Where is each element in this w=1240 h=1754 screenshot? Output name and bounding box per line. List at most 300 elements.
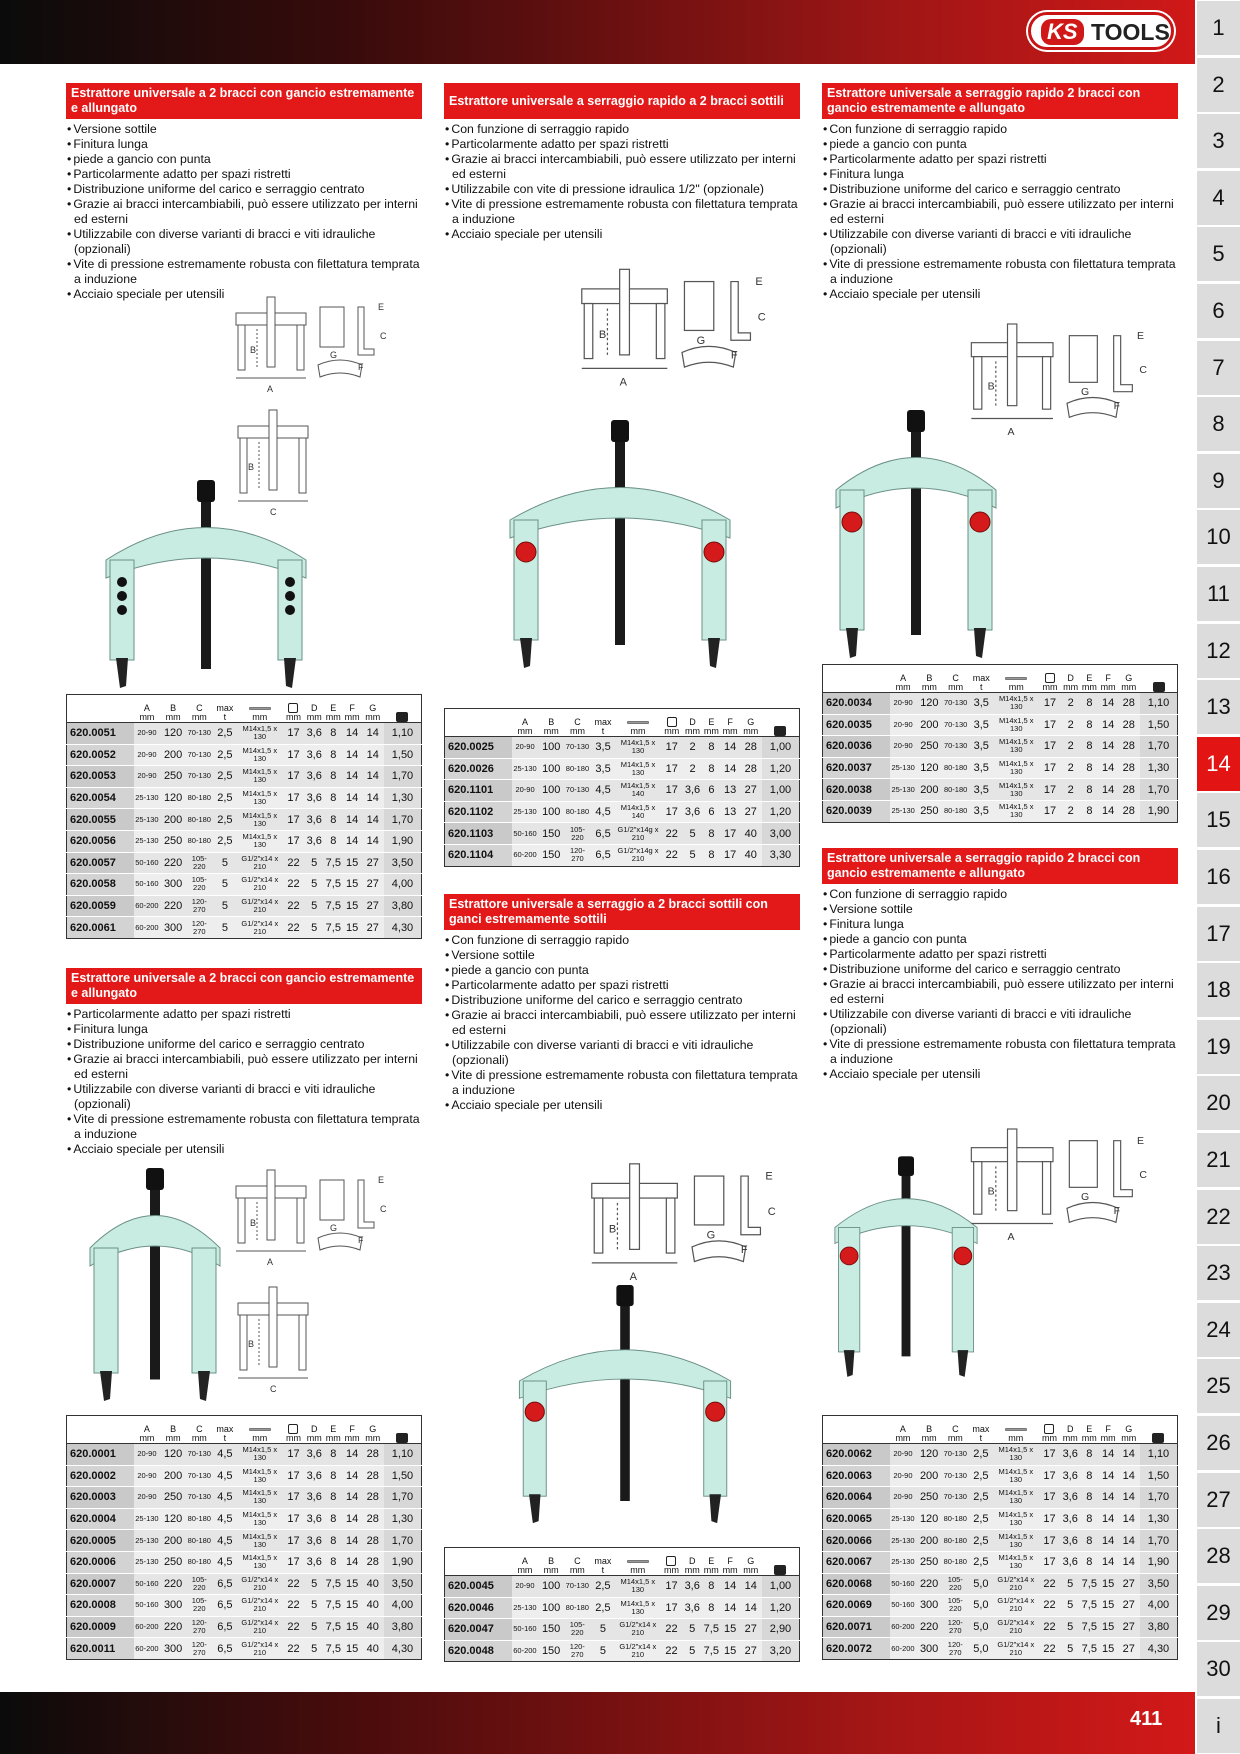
cell: 1,30 (384, 787, 422, 809)
chapter-tab-25[interactable]: 25 (1197, 1359, 1240, 1413)
cell: 3,30 (762, 844, 800, 866)
header-col (969, 665, 994, 693)
cell: M14x1,5 x 130 (237, 1487, 282, 1509)
table-row (823, 1508, 1178, 1530)
feature-item: • Distribuzione uniforme del carico e serraggio centrato (66, 182, 422, 197)
cell: M14x1,5 x 130 (994, 779, 1039, 801)
cell: 14 (721, 1597, 740, 1619)
cell: 3,6 (683, 780, 702, 802)
cell: M14x1,5 x 130 (993, 1508, 1038, 1530)
spindle-head (146, 1168, 164, 1190)
cell: 70-130 (564, 737, 590, 759)
cell: 28 (362, 1444, 384, 1466)
article-number: 620.0045 (445, 1576, 512, 1598)
cell: 22 (1038, 1573, 1060, 1595)
cell: 17 (1038, 1465, 1060, 1487)
chapter-tab-19[interactable]: 19 (1197, 1020, 1240, 1074)
cell: 14 (1118, 1487, 1140, 1509)
cell: 105-220 (186, 852, 212, 874)
cell: 1,00 (762, 737, 800, 759)
cell: 2 (1061, 757, 1080, 779)
cell: 1,10 (1140, 1444, 1178, 1466)
cell: 22 (1038, 1638, 1060, 1660)
header-col (538, 1548, 564, 1576)
quick-release-knob (970, 512, 990, 532)
cell: 5 (305, 895, 324, 917)
cell: 5,0 (968, 1573, 993, 1595)
header-col (702, 709, 721, 737)
cell: 15 (343, 852, 362, 874)
header-label: F mm (1100, 673, 1116, 692)
cell: 7,5 (324, 874, 343, 896)
feature-item: • Acciaio speciale per utensili (66, 287, 422, 302)
cell: 15 (1099, 1638, 1118, 1660)
article-number: 620.0067 (823, 1551, 890, 1573)
cell: 1,90 (384, 830, 422, 852)
cell: 15 (343, 1595, 362, 1617)
header-label: mm (630, 1565, 646, 1575)
chapter-tab-27[interactable]: 27 (1197, 1473, 1240, 1527)
table-row (67, 1551, 422, 1573)
jaw-depth-icon (282, 695, 304, 723)
cell: 28 (362, 1465, 384, 1487)
cell: 2,5 (968, 1487, 993, 1509)
arm-outline (240, 438, 247, 493)
feature-item: • Vite di pressione estremamente robusta con filettatura temprata a induzione (822, 1037, 1178, 1067)
left-hook (844, 1350, 855, 1377)
cell: 8 (1080, 1465, 1099, 1487)
table-row (67, 917, 422, 939)
dimension-label: E (765, 1170, 773, 1183)
spindle-outline (620, 269, 630, 355)
cell: 14 (740, 1597, 762, 1619)
spindle-shaft (615, 420, 625, 645)
header-col (343, 1416, 362, 1444)
cell: 8 (1080, 779, 1099, 801)
cell: 14 (1099, 1530, 1118, 1552)
table-row (823, 1530, 1178, 1552)
jaw-profile (1069, 1141, 1097, 1188)
spindle-shaft (902, 1156, 911, 1356)
cell: 100 (538, 1576, 564, 1598)
cell: 80-180 (186, 830, 212, 852)
table-header (445, 709, 800, 737)
chapter-tab-23[interactable]: 23 (1197, 1246, 1240, 1300)
cell: 20-90 (512, 780, 538, 802)
header-label: E mm (1081, 673, 1097, 692)
header-col (1061, 1416, 1080, 1444)
cell: 25-130 (134, 1530, 160, 1552)
hook-profile (358, 1180, 374, 1228)
article-number: 620.0039 (823, 800, 891, 822)
cell: 8 (702, 1576, 721, 1598)
cell: 120-270 (186, 917, 212, 939)
cell: 14 (721, 1576, 740, 1598)
arm-outline (666, 1198, 675, 1253)
arm-hole (117, 591, 127, 601)
feature-item: • Finitura lunga (66, 1022, 422, 1037)
header-col (916, 1416, 942, 1444)
feature-item: • Distribuzione uniforme del carico e serraggio centrato (444, 993, 800, 1008)
cell: 6,5 (212, 1595, 237, 1617)
cell: 1,90 (384, 1551, 422, 1573)
cell: 8 (324, 1444, 343, 1466)
cell: 28 (362, 1530, 384, 1552)
hook-profile (731, 282, 751, 341)
section-6 (822, 848, 1178, 1082)
chapter-tab-14[interactable]: 14 (1197, 737, 1240, 791)
cell: 50-160 (134, 874, 160, 896)
header-label: mm (1008, 682, 1024, 692)
chapter-tab-24[interactable]: 24 (1197, 1303, 1240, 1357)
cell: 17 (282, 766, 304, 788)
cell: 14 (1099, 1551, 1118, 1573)
chapter-tab-2[interactable]: 2 (1197, 58, 1240, 112)
feature-item: • Utilizzabile con diverse varianti di bracci e viti idrauliche (opzionali) (822, 227, 1178, 257)
cell: 8 (324, 1487, 343, 1509)
cell: 105-220 (942, 1595, 968, 1617)
cell: 3,6 (305, 787, 324, 809)
table-row (445, 1576, 800, 1598)
cell: 100 (538, 801, 564, 823)
dimension-label: G (330, 1223, 338, 1233)
header-label: A mm (517, 717, 533, 736)
chapter-tab-16[interactable]: 16 (1197, 850, 1240, 904)
spindle-outline (630, 1164, 640, 1250)
feature-item: • Particolarmente adatto per spazi ristretti (444, 137, 800, 152)
cell: 14 (343, 1530, 362, 1552)
cell: 20-90 (134, 744, 160, 766)
cell: 14 (343, 809, 362, 831)
jaw-arc (318, 360, 362, 377)
weight-kg-icon (1140, 1416, 1178, 1444)
article-number: 620.0006 (67, 1551, 134, 1573)
cell: 2,5 (212, 809, 237, 831)
cell: 3,6 (683, 1597, 702, 1619)
table-row (445, 844, 800, 866)
chapter-tab-18[interactable]: 18 (1197, 963, 1240, 1017)
chapter-tab-22[interactable]: 22 (1197, 1190, 1240, 1244)
cell: M14x1,5 x 130 (237, 744, 282, 766)
cell: 5 (1061, 1616, 1080, 1638)
section-2 (444, 83, 800, 242)
header-label: max t (972, 1424, 990, 1443)
table-row (445, 758, 800, 780)
article-number: 620.0005 (67, 1530, 134, 1552)
cell: 120 (916, 757, 942, 779)
cell: 17 (1039, 693, 1062, 715)
header-article (823, 665, 891, 693)
cell: 60-200 (512, 844, 538, 866)
chapter-tab-29[interactable]: 29 (1197, 1586, 1240, 1640)
feature-item: • Grazie ai bracci intercambiabili, può essere utilizzato per interni ed esterni (66, 197, 422, 227)
feature-list (822, 887, 1178, 1082)
feature-item: • Particolarmente adatto per spazi ristretti (444, 978, 800, 993)
dimension-label: C (380, 1204, 387, 1214)
chapter-tab-i[interactable]: i (1197, 1699, 1240, 1753)
cell: 14 (1099, 1508, 1118, 1530)
header-label: mm (285, 1433, 301, 1443)
article-number: 620.0061 (67, 917, 134, 939)
cell: 80-180 (942, 1530, 968, 1552)
header-col (324, 1416, 343, 1444)
cell: 80-180 (564, 801, 590, 823)
header-label: F mm (1100, 1424, 1116, 1443)
cell: 20-90 (134, 766, 160, 788)
cell: G1/2"x14 x 210 (993, 1638, 1038, 1660)
header-label: mm (1008, 1433, 1024, 1443)
cell: 2 (683, 737, 702, 759)
feature-item: • Con funzione di serraggio rapido (444, 122, 800, 137)
cell: 27 (362, 874, 384, 896)
cell: 1,70 (384, 809, 422, 831)
dimension-label: E (1137, 330, 1145, 343)
header-label: E mm (703, 717, 719, 736)
chapter-tab-13[interactable]: 13 (1197, 680, 1240, 734)
cell: 4,00 (1140, 1595, 1178, 1617)
cell: 70-130 (564, 780, 590, 802)
article-number: 620.1102 (445, 801, 512, 823)
cell: 4,30 (1140, 1638, 1178, 1660)
spindle-outline (267, 297, 275, 367)
article-number: 620.0057 (67, 852, 134, 874)
cell: 220 (160, 1573, 186, 1595)
cell: 20-90 (890, 1487, 916, 1509)
cell: 28 (1118, 757, 1141, 779)
feature-item: • Versione sottile (66, 122, 422, 137)
cell: 25-130 (890, 1530, 916, 1552)
cell: 8 (324, 1551, 343, 1573)
table-row (67, 874, 422, 896)
cell: 40 (362, 1616, 384, 1638)
top-banner (0, 0, 1195, 64)
cell: 2,90 (762, 1619, 800, 1641)
header-col (564, 709, 590, 737)
right-hook (709, 1494, 721, 1523)
cell: 17 (282, 744, 304, 766)
header-col (160, 1416, 186, 1444)
arm-hole (117, 605, 127, 615)
cell: 7,5 (1080, 1595, 1099, 1617)
chapter-tab-28[interactable]: 28 (1197, 1529, 1240, 1583)
cell: 4,5 (212, 1487, 237, 1509)
cell: 50-160 (134, 1573, 160, 1595)
chapter-tab-3[interactable]: 3 (1197, 114, 1240, 168)
header-col (1118, 665, 1141, 693)
cell: 14 (343, 1444, 362, 1466)
header-label: E mm (325, 703, 341, 722)
article-number: 620.0046 (445, 1597, 512, 1619)
chapter-tab-21[interactable]: 21 (1197, 1133, 1240, 1187)
chapter-tab-17[interactable]: 17 (1197, 907, 1240, 961)
cell: 1,90 (1140, 1551, 1178, 1573)
dimension-label: A (267, 384, 274, 394)
hook-profile (358, 307, 374, 355)
cell: 28 (1118, 714, 1141, 736)
cell: 70-130 (186, 723, 212, 745)
chapter-tab-30[interactable]: 30 (1197, 1642, 1240, 1696)
cell: 50-160 (512, 1619, 538, 1641)
chapter-tab-26[interactable]: 26 (1197, 1416, 1240, 1470)
hook-profile (1114, 336, 1133, 392)
cell: 4,5 (212, 1465, 237, 1487)
dimension-label: F (1113, 1205, 1121, 1218)
cell: 3,80 (384, 895, 422, 917)
chapter-tab-11[interactable]: 11 (1197, 567, 1240, 621)
cell: 1,30 (384, 1508, 422, 1530)
cell: 20-90 (134, 1465, 160, 1487)
table-row (445, 1640, 800, 1662)
puller-photo-3 (826, 410, 1006, 660)
cell: 3,6 (305, 1444, 324, 1466)
chapter-tab-6[interactable]: 6 (1197, 284, 1240, 338)
dimension-drawing-4 (962, 315, 1172, 445)
cell: 3,6 (305, 1465, 324, 1487)
cell: 200 (160, 744, 186, 766)
table-row (67, 744, 422, 766)
feature-list (66, 1007, 422, 1157)
cell: 120-270 (186, 1616, 212, 1638)
cell: 27 (1118, 1638, 1140, 1660)
table-row (823, 693, 1178, 715)
header-article (445, 709, 512, 737)
arm-outline (297, 325, 304, 370)
cell: 14 (343, 1508, 362, 1530)
right-hook (974, 628, 986, 658)
cell: M14x1,5 x 130 (994, 800, 1039, 822)
header-col (362, 1416, 384, 1444)
cell: 200 (160, 1465, 186, 1487)
header-col (721, 1548, 740, 1576)
cell: 8 (1080, 1444, 1099, 1466)
chapter-tab-4[interactable]: 4 (1197, 171, 1240, 225)
cell: 3,6 (305, 830, 324, 852)
feature-item: • Utilizzabile con diverse varianti di bracci e viti idrauliche (opzionali) (444, 1038, 800, 1068)
cell: 60-200 (134, 917, 160, 939)
cell: 14 (362, 830, 384, 852)
feature-item: • Vite di pressione estremamente robusta con filettatura temprata a induzione (66, 257, 422, 287)
cell: 25-130 (134, 830, 160, 852)
cell: 300 (916, 1638, 942, 1660)
cell: G1/2"x14 x 210 (237, 1595, 282, 1617)
cell: 17 (660, 1576, 682, 1598)
cell: G1/2"x14 x 210 (993, 1573, 1038, 1595)
section-1 (66, 83, 422, 302)
table-row (67, 895, 422, 917)
arm-outline (974, 1162, 982, 1215)
header-col (740, 1548, 762, 1576)
cell: 3,6 (305, 1508, 324, 1530)
cell: G1/2"x14 x 210 (237, 852, 282, 874)
cell: 8 (324, 744, 343, 766)
feature-item: • Utilizzabile con vite di pressione idraulica 1/2" (opzionale) (444, 182, 800, 197)
chapter-tab-20[interactable]: 20 (1197, 1076, 1240, 1130)
table-header (67, 1416, 422, 1444)
spindle-icon (615, 1548, 660, 1576)
feature-item: • Distribuzione uniforme del carico e serraggio centrato (822, 182, 1178, 197)
dimension-label: E (1137, 1135, 1145, 1148)
chapter-tab-8[interactable]: 8 (1197, 397, 1240, 451)
header-label: C mm (947, 1424, 963, 1443)
chapter-tab-10[interactable]: 10 (1197, 510, 1240, 564)
header-article (445, 1548, 512, 1576)
cell: 14 (362, 723, 384, 745)
cell: G1/2"x14 x 210 (993, 1595, 1038, 1617)
article-number: 620.0048 (445, 1640, 512, 1662)
header-label: E mm (325, 1424, 341, 1443)
table-row (445, 737, 800, 759)
header-col (890, 1416, 916, 1444)
cell: 250 (160, 1487, 186, 1509)
cell: 80-180 (943, 757, 969, 779)
cell: 17 (1038, 1551, 1060, 1573)
cell: 28 (362, 1508, 384, 1530)
chapter-tab-1[interactable]: 1 (1197, 1, 1240, 55)
spindle-head (616, 1285, 633, 1306)
chapter-tab-9[interactable]: 9 (1197, 454, 1240, 508)
chapter-tab-5[interactable]: 5 (1197, 227, 1240, 281)
cell: 22 (282, 917, 304, 939)
header-label: B mm (921, 1424, 937, 1443)
header-col (1099, 665, 1118, 693)
cell: 14 (1099, 693, 1118, 715)
cell: 17 (282, 787, 304, 809)
cell: 80-180 (186, 1508, 212, 1530)
chapter-tab-12[interactable]: 12 (1197, 624, 1240, 678)
cell: 120 (160, 1444, 186, 1466)
chapter-tab-15[interactable]: 15 (1197, 793, 1240, 847)
cell: M14x1,5 x 130 (993, 1487, 1038, 1509)
cell: 2,5 (212, 744, 237, 766)
cell: 5 (683, 1640, 702, 1662)
table-row (67, 1487, 422, 1509)
cell: 250 (160, 766, 186, 788)
cell: 27 (362, 852, 384, 874)
chapter-tab-7[interactable]: 7 (1197, 341, 1240, 395)
cell: 3,5 (969, 800, 994, 822)
cell: 15 (1099, 1616, 1118, 1638)
feature-item: • Finitura lunga (66, 137, 422, 152)
hook-profile (741, 1176, 761, 1235)
cell: 28 (1118, 693, 1141, 715)
spindle-icon (993, 1416, 1038, 1444)
cell: 2,5 (212, 723, 237, 745)
cell: 25-130 (890, 757, 916, 779)
cell: 8 (324, 766, 343, 788)
table-row (823, 1465, 1178, 1487)
cell: 250 (916, 736, 942, 758)
header-label: C mm (569, 1556, 585, 1575)
cell: 22 (660, 844, 682, 866)
header-col (305, 695, 324, 723)
dimension-label: C (270, 507, 277, 517)
cell: M14x1,5 x 130 (237, 766, 282, 788)
cell: 17 (1038, 1444, 1060, 1466)
cell: 27 (362, 895, 384, 917)
header-label: F mm (722, 1556, 738, 1575)
article-number: 620.0036 (823, 736, 891, 758)
cell: 8 (324, 809, 343, 831)
jaw-profile (694, 1176, 723, 1225)
cell: 4,00 (384, 1595, 422, 1617)
cell: 220 (160, 1616, 186, 1638)
article-number: 620.0004 (67, 1508, 134, 1530)
article-number: 620.1104 (445, 844, 512, 866)
feature-item: • Con funzione di serraggio rapido (822, 122, 1178, 137)
table-row (823, 736, 1178, 758)
cell: 5 (590, 1619, 615, 1641)
cell: 14 (343, 1487, 362, 1509)
